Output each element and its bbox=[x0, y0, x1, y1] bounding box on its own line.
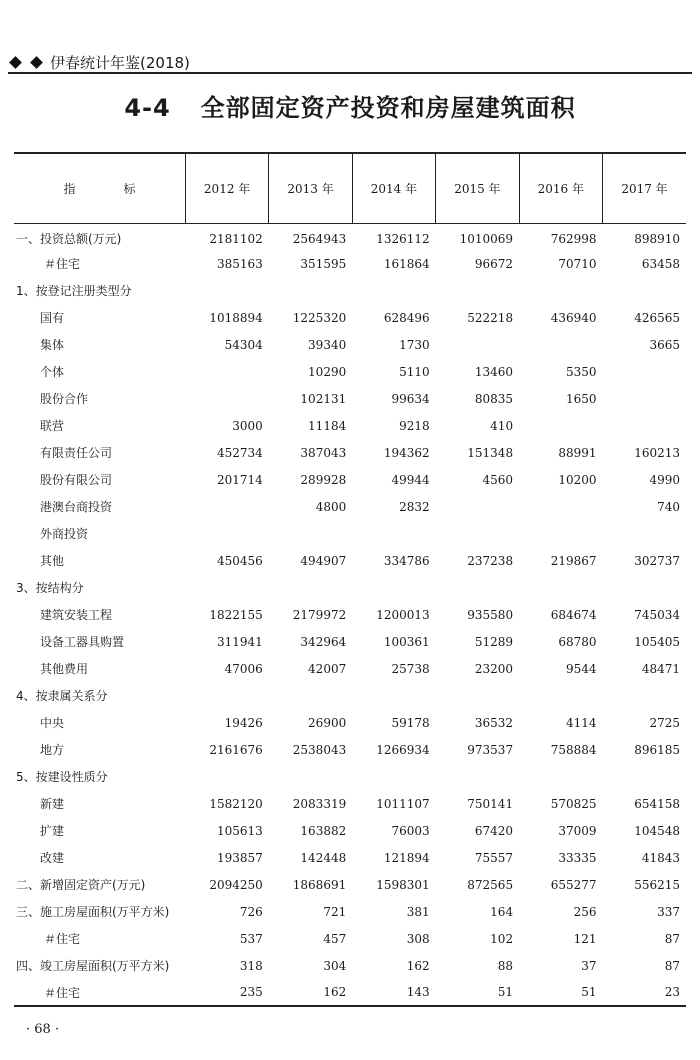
cell-value: 37 bbox=[581, 958, 597, 973]
cell-value bbox=[269, 520, 352, 547]
cell-value: 1225320 bbox=[292, 310, 347, 325]
table-row bbox=[14, 682, 686, 709]
table-row bbox=[14, 466, 686, 493]
cell-value: 9218 bbox=[399, 418, 430, 433]
cell-value: 745034 bbox=[634, 607, 680, 622]
table-row bbox=[14, 385, 686, 412]
cell-value: 750141 bbox=[467, 796, 514, 811]
cell-value: 334786 bbox=[383, 553, 430, 568]
cell-value bbox=[519, 277, 602, 304]
row-label: ＃住宅 bbox=[44, 932, 81, 946]
cell-value: 436940 bbox=[550, 310, 597, 325]
cell-value: 193857 bbox=[217, 850, 263, 865]
cell-value: 219867 bbox=[550, 553, 597, 568]
cell-value: 54304 bbox=[224, 337, 263, 352]
cell-value bbox=[519, 412, 602, 439]
cell-value: 302737 bbox=[634, 553, 680, 568]
cell-value: 26900 bbox=[308, 715, 347, 730]
table-body bbox=[14, 223, 686, 1006]
cell-value: 308 bbox=[406, 931, 430, 946]
row-label: 其他 bbox=[40, 554, 65, 568]
cell-value: 1010069 bbox=[459, 231, 514, 246]
table-row bbox=[14, 952, 686, 979]
cell-value bbox=[269, 277, 352, 304]
cell-value: 3665 bbox=[649, 337, 680, 352]
diamond-bullet-icon bbox=[30, 56, 43, 69]
row-label: ＃住宅 bbox=[14, 979, 185, 1006]
cell-value: 452734 bbox=[217, 445, 263, 460]
cell-value: 311941 bbox=[217, 634, 263, 649]
header-row bbox=[14, 153, 686, 223]
cell-value: 318 bbox=[239, 958, 263, 973]
row-label: 二、新增固定资产(万元) bbox=[16, 878, 146, 892]
cell-value: 68780 bbox=[558, 634, 597, 649]
cell-value: 381 bbox=[406, 904, 430, 919]
page-title bbox=[0, 88, 700, 123]
row-label: ＃住宅 bbox=[44, 257, 81, 271]
cell-value: 2083319 bbox=[292, 796, 347, 811]
table-row bbox=[14, 898, 686, 925]
cell-value bbox=[269, 682, 352, 709]
table-row bbox=[14, 277, 686, 304]
column-header-year: 2012 年 bbox=[185, 153, 268, 223]
cell-value: 2181102 bbox=[209, 231, 263, 246]
cell-value: 655277 bbox=[550, 877, 597, 892]
cell-value: 556215 bbox=[634, 877, 680, 892]
cell-value: 23 bbox=[603, 979, 687, 1006]
cell-value: 194362 bbox=[383, 445, 430, 460]
table-row bbox=[14, 628, 686, 655]
cell-value bbox=[185, 277, 268, 304]
row-label: 有限责任公司 bbox=[40, 446, 113, 460]
cell-value: 2564943 bbox=[292, 231, 347, 246]
cell-value: 726 bbox=[239, 904, 263, 919]
cell-value bbox=[269, 574, 352, 601]
cell-value: 88 bbox=[497, 958, 514, 973]
cell-value: 88991 bbox=[558, 445, 597, 460]
running-header bbox=[8, 52, 190, 73]
cell-value: 51 bbox=[436, 979, 519, 1006]
row-label: 5、按建设性质分 bbox=[16, 770, 108, 784]
row-label: 1、按登记注册类型分 bbox=[16, 284, 132, 298]
table-title: 全部固定资产投资和房屋建筑面积 bbox=[200, 94, 576, 122]
cell-value: 13460 bbox=[474, 364, 514, 379]
cell-value: 70710 bbox=[558, 256, 597, 271]
cell-value bbox=[603, 763, 687, 790]
cell-value: 5110 bbox=[399, 364, 430, 379]
cell-value: 99634 bbox=[391, 391, 430, 406]
row-label: 股份有限公司 bbox=[40, 473, 113, 487]
cell-value bbox=[185, 574, 268, 601]
cell-value: 1326112 bbox=[376, 231, 430, 246]
cell-value: 684674 bbox=[550, 607, 597, 622]
row-label: 四、竣工房屋面积(万平方米) bbox=[16, 959, 170, 973]
cell-value bbox=[519, 682, 602, 709]
cell-value: 494907 bbox=[300, 553, 347, 568]
cell-value: 19426 bbox=[224, 715, 263, 730]
cell-value: 96672 bbox=[474, 256, 514, 271]
cell-value: 161864 bbox=[383, 256, 430, 271]
cell-value: 2832 bbox=[399, 499, 430, 514]
cell-value: 87 bbox=[664, 958, 680, 973]
row-label: 4、按隶属关系分 bbox=[16, 689, 108, 703]
cell-value bbox=[519, 493, 602, 520]
row-label: 建筑安装工程 bbox=[40, 608, 113, 622]
row-label: 国有 bbox=[40, 311, 65, 325]
cell-value: 304 bbox=[323, 958, 347, 973]
cell-value: 1018894 bbox=[209, 310, 263, 325]
row-label: 联营 bbox=[40, 419, 65, 433]
cell-value bbox=[352, 763, 435, 790]
cell-value: 351595 bbox=[300, 256, 347, 271]
table-row bbox=[14, 655, 686, 682]
row-label: 扩建 bbox=[40, 824, 65, 838]
table-row bbox=[14, 223, 686, 250]
cell-value: 4800 bbox=[315, 499, 347, 514]
table-row bbox=[14, 520, 686, 547]
cell-value bbox=[436, 682, 519, 709]
cell-value: 5350 bbox=[565, 364, 597, 379]
table-row bbox=[14, 250, 686, 277]
cell-value: 1266934 bbox=[376, 742, 430, 757]
cell-value bbox=[185, 385, 268, 412]
row-label: 股份合作 bbox=[40, 392, 89, 406]
table-row bbox=[14, 817, 686, 844]
cell-value: 570825 bbox=[550, 796, 597, 811]
cell-value: 1868691 bbox=[292, 877, 347, 892]
cell-value: 201714 bbox=[217, 472, 263, 487]
column-header-year: 2015 年 bbox=[436, 153, 519, 223]
statistics-table bbox=[14, 152, 686, 1007]
row-label: 中央 bbox=[40, 716, 65, 730]
cell-value: 2538043 bbox=[292, 742, 347, 757]
cell-value: 872565 bbox=[467, 877, 514, 892]
cell-value: 162 bbox=[406, 958, 430, 973]
cell-value: 235 bbox=[185, 979, 268, 1006]
page-number: · 68 · bbox=[26, 1022, 60, 1037]
cell-value: 25738 bbox=[391, 661, 430, 676]
cell-value bbox=[352, 682, 435, 709]
cell-value: 67420 bbox=[474, 823, 514, 838]
row-label: 三、施工房屋面积(万平方米) bbox=[16, 905, 170, 919]
cell-value bbox=[603, 385, 687, 412]
cell-value: 256 bbox=[573, 904, 597, 919]
cell-value: 2179972 bbox=[292, 607, 347, 622]
cell-value: 1650 bbox=[565, 391, 597, 406]
table-row bbox=[14, 763, 686, 790]
cell-value: 2161676 bbox=[209, 742, 263, 757]
cell-value: 289928 bbox=[300, 472, 347, 487]
column-header-year: 2017 年 bbox=[603, 153, 687, 223]
table-row bbox=[14, 790, 686, 817]
cell-value: 2094250 bbox=[209, 877, 263, 892]
cell-value: 51289 bbox=[474, 634, 514, 649]
cell-value: 164 bbox=[490, 904, 514, 919]
cell-value bbox=[185, 493, 268, 520]
cell-value: 1598301 bbox=[376, 877, 430, 892]
table-row bbox=[14, 871, 686, 898]
cell-value: 935580 bbox=[467, 607, 514, 622]
table-row bbox=[14, 412, 686, 439]
cell-value: 1200013 bbox=[376, 607, 430, 622]
cell-value: 39340 bbox=[308, 337, 347, 352]
cell-value: 4114 bbox=[565, 715, 597, 730]
cell-value: 4990 bbox=[649, 472, 680, 487]
cell-value: 37009 bbox=[558, 823, 597, 838]
cell-value bbox=[519, 331, 602, 358]
cell-value: 426565 bbox=[634, 310, 680, 325]
cell-value bbox=[352, 520, 435, 547]
cell-value: 898910 bbox=[634, 231, 680, 246]
cell-value bbox=[603, 520, 687, 547]
cell-value bbox=[436, 763, 519, 790]
table-row bbox=[14, 925, 686, 952]
table-row bbox=[14, 709, 686, 736]
row-label: 设备工器具购置 bbox=[40, 635, 125, 649]
cell-value bbox=[269, 763, 352, 790]
cell-value: 337 bbox=[657, 904, 680, 919]
cell-value: 33335 bbox=[558, 850, 597, 865]
cell-value bbox=[519, 520, 602, 547]
cell-value: 9544 bbox=[565, 661, 597, 676]
table-row bbox=[14, 601, 686, 628]
cell-value: 973537 bbox=[467, 742, 514, 757]
cell-value: 1011107 bbox=[376, 796, 430, 811]
cell-value bbox=[603, 574, 687, 601]
cell-value bbox=[185, 763, 268, 790]
cell-value bbox=[436, 277, 519, 304]
cell-value: 628496 bbox=[383, 310, 430, 325]
cell-value: 142448 bbox=[300, 850, 347, 865]
cell-value bbox=[352, 574, 435, 601]
cell-value: 59178 bbox=[391, 715, 430, 730]
cell-value bbox=[603, 682, 687, 709]
cell-value: 102131 bbox=[300, 391, 347, 406]
cell-value: 51 bbox=[519, 979, 602, 1006]
cell-value bbox=[185, 358, 268, 385]
row-label: 一、投资总额(万元) bbox=[16, 232, 122, 247]
cell-value: 160213 bbox=[634, 445, 680, 460]
diamond-bullet-icon bbox=[9, 56, 22, 69]
cell-value: 410 bbox=[490, 418, 514, 433]
row-label: 3、按结构分 bbox=[16, 581, 84, 595]
cell-value: 163882 bbox=[300, 823, 347, 838]
table-row bbox=[14, 979, 686, 1006]
row-label: 集体 bbox=[40, 338, 65, 352]
cell-value: 522218 bbox=[467, 310, 514, 325]
table-row bbox=[14, 574, 686, 601]
cell-value: 10290 bbox=[308, 364, 347, 379]
cell-value: 1730 bbox=[399, 337, 430, 352]
cell-value bbox=[603, 277, 687, 304]
cell-value: 36532 bbox=[474, 715, 514, 730]
cell-value: 740 bbox=[657, 499, 680, 514]
column-header-year: 2013 年 bbox=[269, 153, 352, 223]
cell-value: 105613 bbox=[217, 823, 263, 838]
cell-value: 104548 bbox=[634, 823, 680, 838]
cell-value bbox=[436, 331, 519, 358]
table-row bbox=[14, 304, 686, 331]
row-label: 新建 bbox=[40, 797, 65, 811]
cell-value: 100361 bbox=[383, 634, 430, 649]
row-label: 外商投资 bbox=[40, 527, 89, 541]
cell-value: 342964 bbox=[300, 634, 347, 649]
cell-value: 758884 bbox=[550, 742, 597, 757]
row-label: 个体 bbox=[40, 365, 65, 379]
cell-value bbox=[185, 682, 268, 709]
cell-value: 48471 bbox=[641, 661, 680, 676]
cell-value: 654158 bbox=[634, 796, 680, 811]
cell-value: 105405 bbox=[634, 634, 680, 649]
cell-value bbox=[352, 277, 435, 304]
cell-value: 49944 bbox=[391, 472, 430, 487]
column-header-indicator: 指 标 bbox=[14, 153, 185, 223]
cell-value: 3000 bbox=[232, 418, 263, 433]
cell-value bbox=[436, 574, 519, 601]
cell-value bbox=[436, 493, 519, 520]
cell-value: 2725 bbox=[649, 715, 680, 730]
cell-value bbox=[603, 358, 687, 385]
cell-value: 143 bbox=[352, 979, 435, 1006]
cell-value: 387043 bbox=[300, 445, 347, 460]
table-row bbox=[14, 844, 686, 871]
cell-value: 63458 bbox=[641, 256, 680, 271]
cell-value: 4560 bbox=[482, 472, 514, 487]
row-label: 其他费用 bbox=[40, 662, 89, 676]
row-label: 地方 bbox=[40, 743, 65, 757]
cell-value: 896185 bbox=[634, 742, 680, 757]
cell-value: 75557 bbox=[474, 850, 514, 865]
table-row bbox=[14, 358, 686, 385]
cell-value: 121 bbox=[573, 931, 597, 946]
cell-value: 537 bbox=[239, 931, 263, 946]
book-title: 伊春统计年鉴(2018) bbox=[50, 54, 190, 72]
cell-value: 121894 bbox=[383, 850, 430, 865]
cell-value bbox=[185, 520, 268, 547]
cell-value: 457 bbox=[323, 931, 347, 946]
cell-value bbox=[436, 520, 519, 547]
cell-value: 450456 bbox=[217, 553, 263, 568]
row-label: 改建 bbox=[40, 851, 65, 865]
cell-value: 41843 bbox=[641, 850, 680, 865]
cell-value: 1822155 bbox=[209, 607, 263, 622]
cell-value: 102 bbox=[490, 931, 514, 946]
cell-value: 721 bbox=[323, 904, 347, 919]
row-label: 港澳台商投资 bbox=[40, 500, 113, 514]
cell-value bbox=[519, 574, 602, 601]
table-row bbox=[14, 439, 686, 466]
table-row bbox=[14, 736, 686, 763]
cell-value bbox=[519, 763, 602, 790]
cell-value: 162 bbox=[269, 979, 352, 1006]
table-row bbox=[14, 547, 686, 574]
cell-value: 76003 bbox=[391, 823, 430, 838]
cell-value: 47006 bbox=[224, 661, 263, 676]
table-number: 4-4 bbox=[124, 94, 171, 122]
header-rule bbox=[8, 72, 692, 74]
cell-value: 10200 bbox=[558, 472, 597, 487]
cell-value: 385163 bbox=[217, 256, 263, 271]
cell-value: 87 bbox=[664, 931, 680, 946]
cell-value: 237238 bbox=[467, 553, 514, 568]
table-row bbox=[14, 331, 686, 358]
cell-value: 151348 bbox=[467, 445, 514, 460]
cell-value bbox=[603, 412, 687, 439]
column-header-year: 2016 年 bbox=[519, 153, 602, 223]
cell-value: 23200 bbox=[474, 661, 514, 676]
cell-value: 11184 bbox=[308, 418, 347, 433]
cell-value: 1582120 bbox=[209, 796, 263, 811]
cell-value: 80835 bbox=[474, 391, 514, 406]
column-header-year: 2014 年 bbox=[352, 153, 435, 223]
cell-value: 762998 bbox=[550, 231, 597, 246]
table-row bbox=[14, 493, 686, 520]
cell-value: 42007 bbox=[308, 661, 347, 676]
